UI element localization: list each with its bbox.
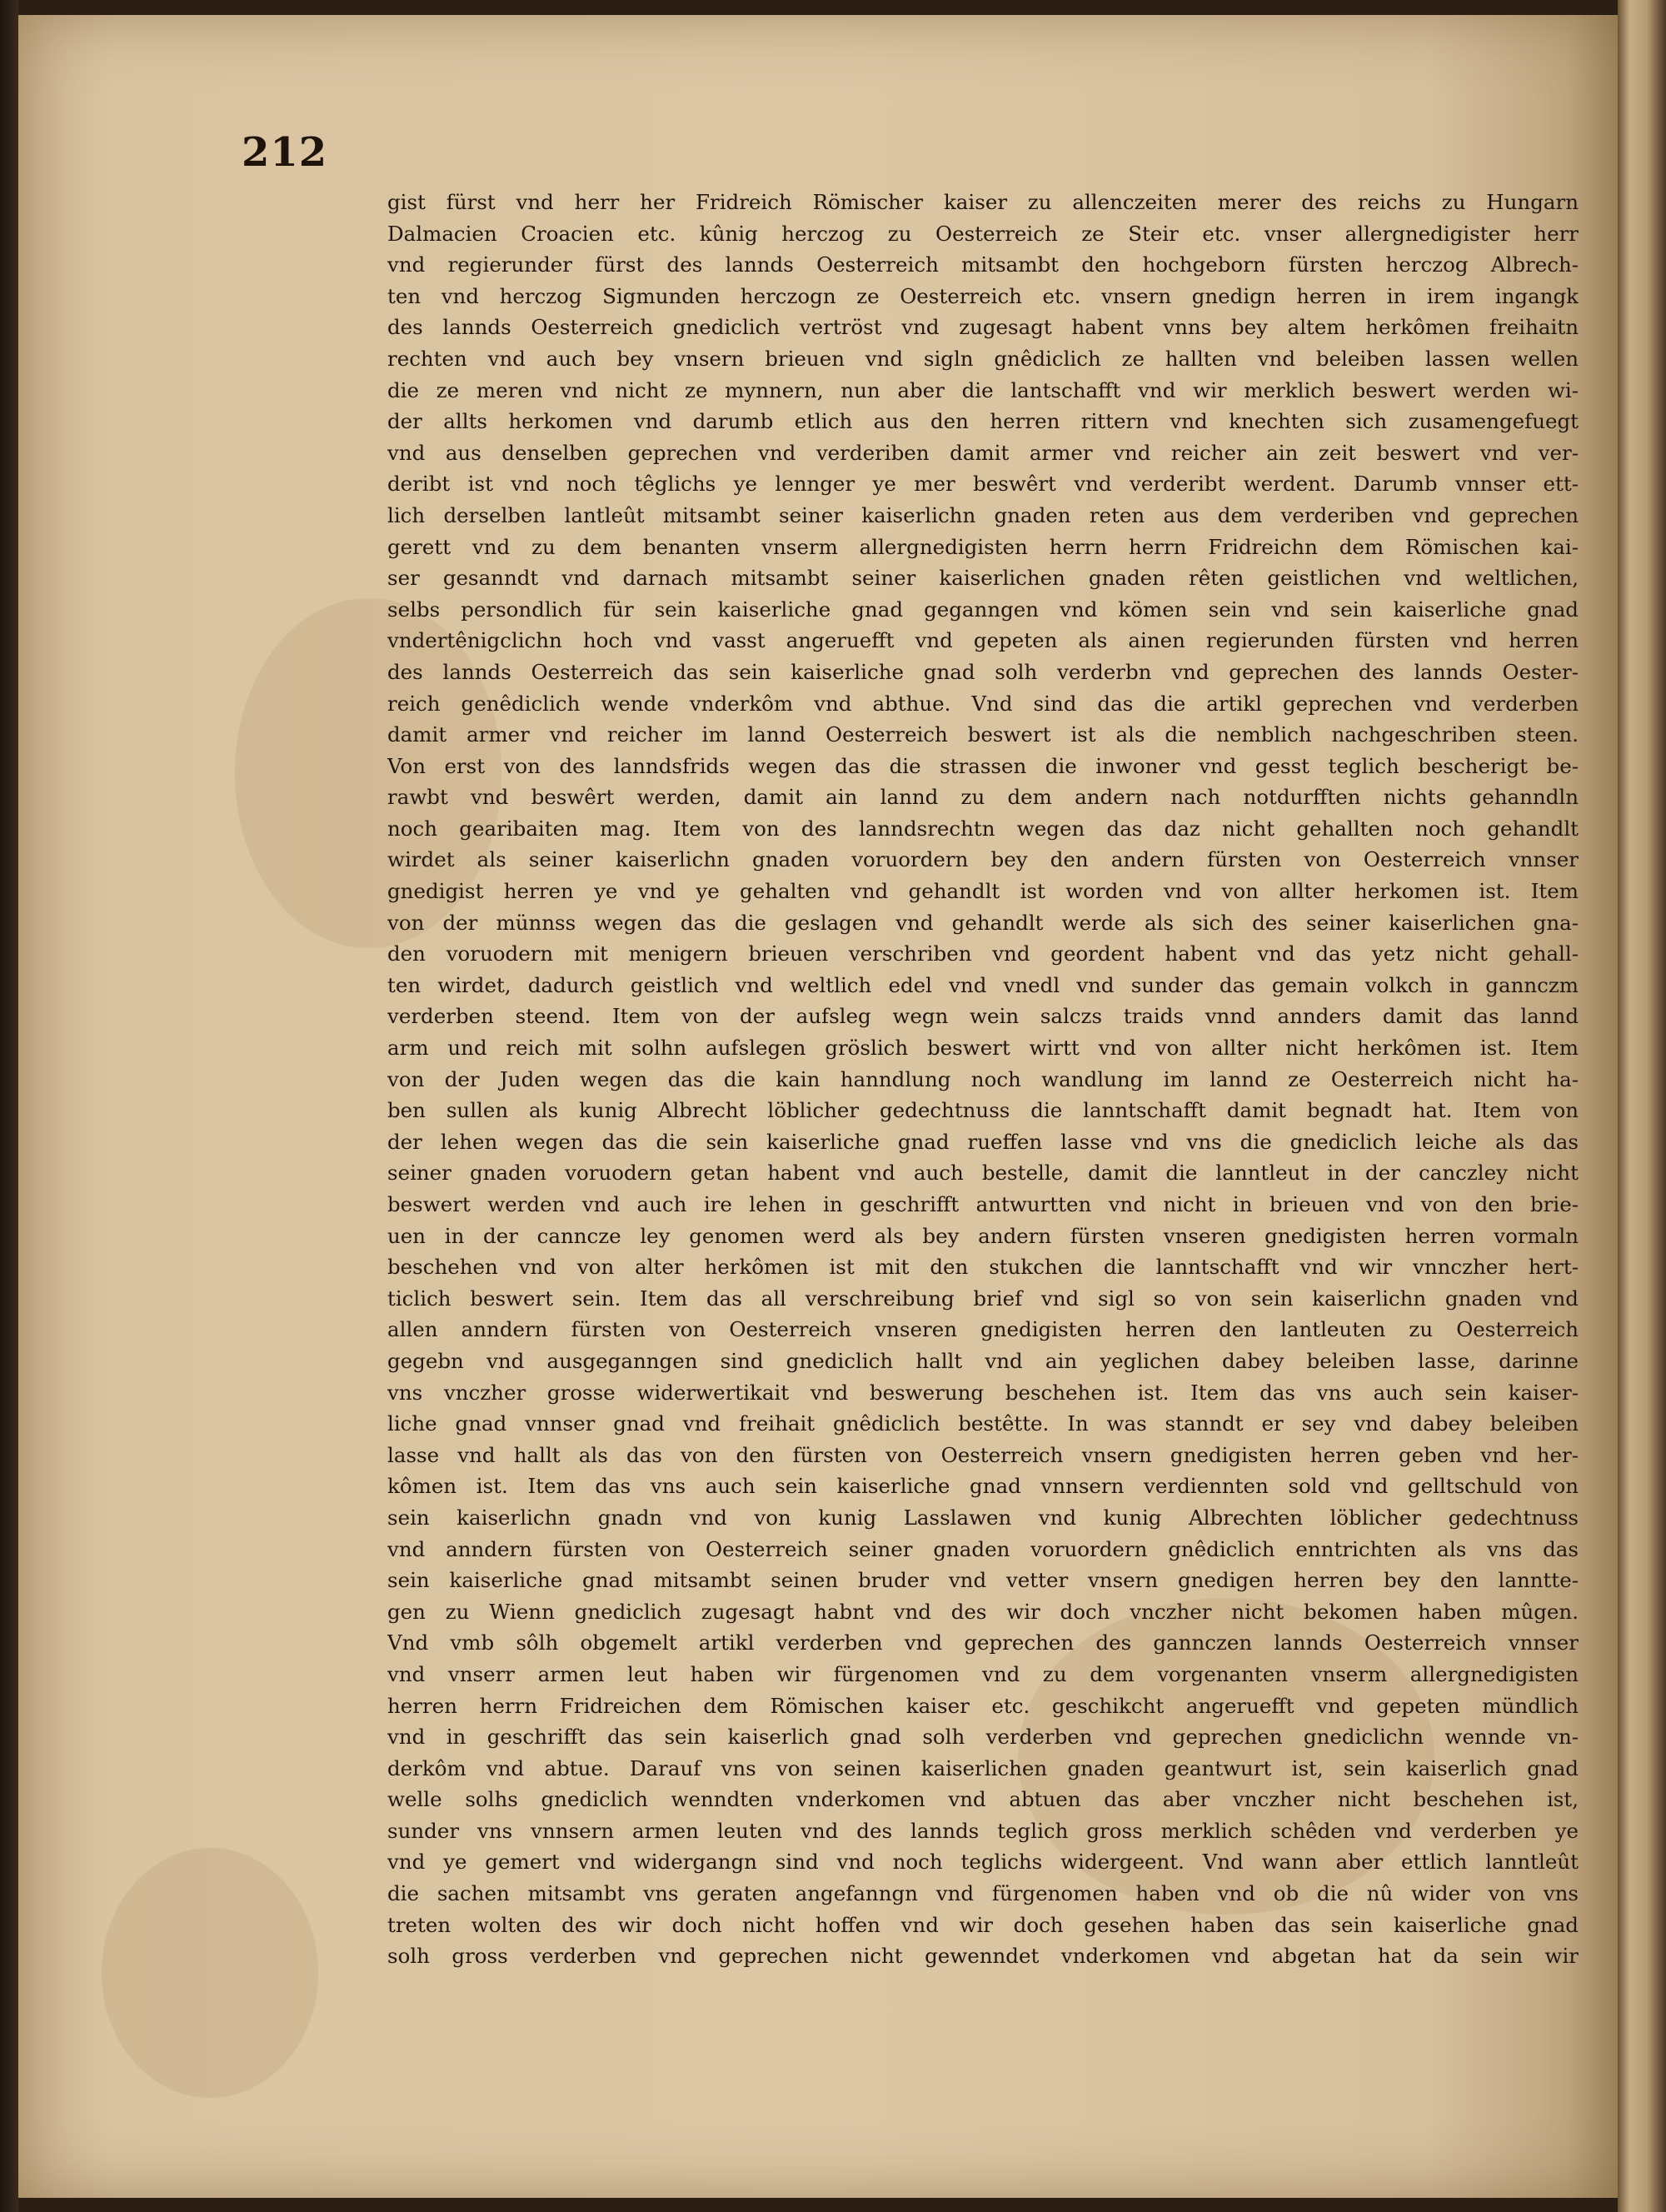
text-line: gist fürst vnd herr her Fridreich Römischer kaiser zu allenczeiten merer des reichs zu Hungarn [387, 190, 1579, 214]
text-line: verderben steend. Item von der aufsleg wegn wein salczs traids vnnd annders damit das lannd [387, 1004, 1579, 1029]
book-binding-edge [0, 0, 18, 2212]
paper-stain [102, 1848, 318, 2098]
text-line: Von erst von des lanndsfrids wegen das die strassen die inwoner vnd gesst teglich bescherigt be- [387, 753, 1579, 778]
text-line: derkôm vnd abtue. Darauf vns von seinen kaiserlichen gnaden geantwurt ist, sein kaiserlich gnad [387, 1755, 1579, 1780]
text-line: von der münnss wegen das die geslagen vnd gehandlt werde als sich des seiner kaiserlichen gna- [387, 910, 1579, 935]
text-line: solh gross verderben vnd geprechen nicht gewenndet vnderkomen vnd abgetan hat da sein wir [387, 1944, 1579, 1969]
text-line: treten wolten des wir doch nicht hoffen vnd wir doch gesehen haben das sein kaiserliche gnad [387, 1912, 1579, 1937]
text-line: vnd anndern fürsten von Oesterreich seiner gnaden voruordern gnêdiclich enntrichten als vns das [387, 1536, 1579, 1561]
text-line: herren herrn Fridreichen dem Römischen kaiser etc. geschikcht angeruefft vnd gepeten mündlich [387, 1693, 1579, 1718]
text-line: arm und reich mit solhn aufslegen gröslich beswert wirtt vnd von allter nicht herkômen ist. Item [387, 1036, 1579, 1061]
text-line: ser gesanndt vnd darnach mitsambt seiner kaiserlichen gnaden rêten geistlichen vnd weltlichen, [387, 566, 1579, 591]
text-line: welle solhs gnediclich wenndten vnderkomen vnd abtuen das aber vnczher nicht beschehen ist, [387, 1787, 1579, 1812]
text-line: vns vnczher grosse widerwertikait vnd beswerung beschehen ist. Item das vns auch sein kaiser- [387, 1380, 1579, 1405]
text-line: den voruodern mit menigern brieuen verschriben vnd geordent habent vnd das yetz nicht gehall- [387, 941, 1579, 966]
text-line: vnd in geschrifft das sein kaiserlich gnad solh verderben vnd geprechen gnediclichn wennde vn- [387, 1725, 1579, 1750]
text-line: der allts herkomen vnd darumb etlich aus den herren rittern vnd knechten sich zusamengefuegt [387, 409, 1579, 434]
text-line: kômen ist. Item das vns auch sein kaiserliche gnad vnnsern verdiennten sold vnd gelltschuld von [387, 1474, 1579, 1499]
text-line: die ze meren vnd nicht ze mynnern, nun aber die lantschafft vnd wir merklich beswert werden wi- [387, 377, 1579, 402]
text-line: lasse vnd hallt als das von den fürsten von Oesterreich vnsern gnedigisten herren geben vnd her- [387, 1442, 1579, 1467]
next-page-edge [1618, 0, 1666, 2212]
body-text [387, 187, 1579, 1972]
text-line: gerett vnd zu dem benanten vnserm allergnedigisten herrn herrn Fridreichn dem Römischen kai- [387, 534, 1579, 559]
text-line: sunder vns vnnsern armen leuten vnd des lannds teglich gross merklich schêden vnd verderben ye [387, 1818, 1579, 1843]
text-line: von der Juden wegen das die kain hanndlung noch wandlung im lannd ze Oesterreich nicht ha- [387, 1066, 1579, 1091]
text-line: ben sullen als kunig Albrecht löblicher gedechtnuss die lanntschafft damit begnadt hat. Item von [387, 1098, 1579, 1123]
text-line: ten wirdet, dadurch geistlich vnd weltlich edel vnd vnedl vnd sunder das gemain volkch in gannczm [387, 972, 1579, 997]
text-line: wirdet als seiner kaiserlichn gnaden voruordern bey den andern fürsten von Oesterreich vnnser [387, 847, 1579, 872]
text-line: vndertênigclichn hoch vnd vasst angeruefft vnd gepeten als ainen regierunden fürsten vnd herren [387, 628, 1579, 653]
text-line: selbs persondlich für sein kaiserliche gnad geganngen vnd kömen sein vnd sein kaiserliche gnad [387, 597, 1579, 622]
text-line: Vnd vmb sôlh obgemelt artikl verderben vnd geprechen des gannczen lannds Oesterreich vnnser [387, 1630, 1579, 1655]
text-line: seiner gnaden voruodern getan habent vnd auch bestelle, damit die lanntleut in der canczley nicht [387, 1161, 1579, 1186]
text-line: reich genêdiclich wende vnderkôm vnd abthue. Vnd sind das die artikl geprechen vnd verderben [387, 691, 1579, 716]
text-line: beswert werden vnd auch ire lehen in geschrifft antwurtten vnd nicht in brieuen vnd von den brie- [387, 1192, 1579, 1216]
text-line: lich derselben lantleût mitsambt seiner kaiserlichn gnaden reten aus dem verderiben vnd geprechen [387, 502, 1579, 527]
text-line: des lannds Oesterreich gnediclich vertröst vnd zugesagt habent vnns bey altem herkômen freihaitn [387, 315, 1579, 340]
text-line: uen in der canncze ley genomen werd als bey andern fürsten vnseren gnedigisten herren vormaln [387, 1223, 1579, 1248]
text-line: ten vnd herczog Sigmunden herczogn ze Oesterreich etc. vnsern gnedign herren in irem ingangk [387, 283, 1579, 308]
text-line: die sachen mitsambt vns geraten angefanngn vnd fürgenomen haben vnd ob die nû wider von vns [387, 1881, 1579, 1906]
text-line: vnd vnserr armen leut haben wir fürgenomen vnd zu dem vorgenanten vnserm allergnedigisten [387, 1661, 1579, 1686]
text-line: der lehen wegen das die sein kaiserliche gnad rueffen lasse vnd vns die gnediclich leiche als das [387, 1129, 1579, 1154]
text-line: ticlich beswert sein. Item das all verschreibung brief vnd sigl so von sein kaiserlichn gnaden vnd [387, 1286, 1579, 1311]
text-line: sein kaiserlichn gnadn vnd von kunig Lasslawen vnd kunig Albrechten löblicher gedechtnuss [387, 1505, 1579, 1530]
text-line: liche gnad vnnser gnad vnd freihait gnêdiclich bestêtte. In was stanndt er sey vnd dabey beleiben [387, 1411, 1579, 1436]
text-line: des lannds Oesterreich das sein kaiserliche gnad solh verderbn vnd geprechen des lannds Oester- [387, 659, 1579, 684]
text-line: deribt ist vnd noch têglichs ye lennger ye mer beswêrt vnd verderibt werdent. Darumb vnnser ett- [387, 472, 1579, 497]
text-line: rechten vnd auch bey vnsern brieuen vnd sigln gnêdiclich ze hallten vnd beleiben lassen wellen [387, 346, 1579, 371]
text-line: sein kaiserliche gnad mitsambt seinen bruder vnd vetter vnsern gnedigen herren bey den lanntte- [387, 1568, 1579, 1593]
text-line: gen zu Wienn gnediclich zugesagt habnt vnd des wir doch vnczher nicht bekomen haben mûgen. [387, 1599, 1579, 1624]
text-line: allen anndern fürsten von Oesterreich vnseren gnedigisten herren den lantleuten zu Oesterreich [387, 1317, 1579, 1342]
text-line: vnd aus denselben geprechen vnd verderiben damit armer vnd reicher ain zeit beswert vnd ver- [387, 440, 1579, 465]
text-line: beschehen vnd von alter herkômen ist mit den stukchen die lanntschafft vnd wir vnnczher hert- [387, 1255, 1579, 1280]
text-line: Dalmacien Croacien etc. kûnig herczog zu Oesterreich ze Steir etc. vnser allergnedigister herr [387, 221, 1579, 246]
text-line: gnedigist herren ye vnd ye gehalten vnd gehandlt ist worden vnd von allter herkomen ist. Item [387, 879, 1579, 904]
text-line: vnd ye gemert vnd widergangn sind vnd noch teglichs widergeent. Vnd wann aber ettlich lanntleût [387, 1850, 1579, 1875]
page-number: 212 [242, 129, 328, 176]
text-line: noch gearibaiten mag. Item von des lanndsrechtn wegen das daz nicht gehallten noch gehandlt [387, 816, 1579, 841]
text-line: rawbt vnd beswêrt werden, damit ain lannd zu dem andern nach notdurfften nichts gehanndln [387, 785, 1579, 810]
text-line: damit armer vnd reicher im lannd Oesterreich beswert ist als die nemblich nachgeschriben steen. [387, 722, 1579, 747]
text-line: vnd regierunder fürst des lannds Oesterreich mitsambt den hochgeborn fürsten herczog Albrech- [387, 252, 1579, 277]
text-line: gegebn vnd ausgeganngen sind gnediclich hallt vnd ain yeglichen dabey beleiben lasse, darinne [387, 1348, 1579, 1373]
